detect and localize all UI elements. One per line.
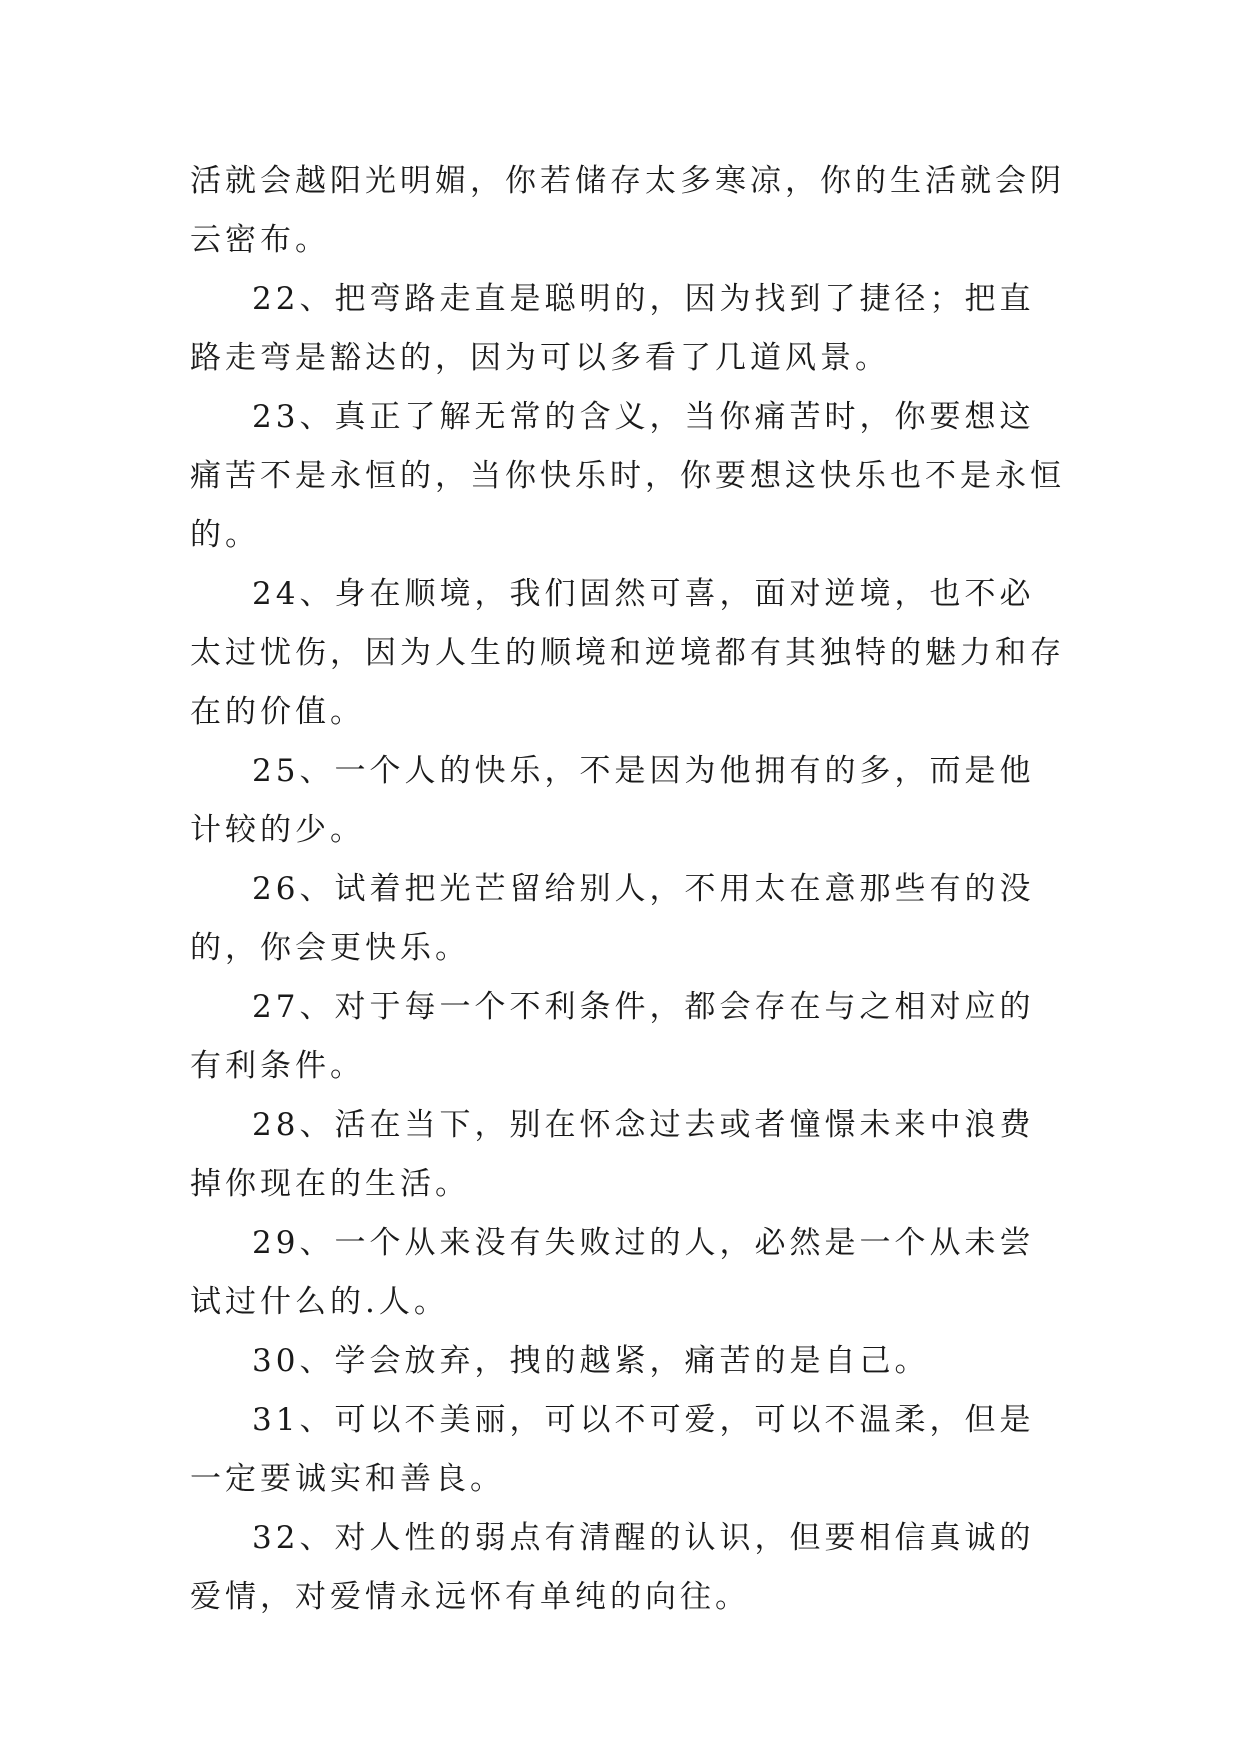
paragraph-29: 29、一个从来没有失败过的人，必然是一个从未尝试过什么的.人。 xyxy=(190,1225,1035,1320)
paragraph-32: 32、对人性的弱点有清醒的认识，但要相信真诚的爱情，对爱情永远怀有单纯的向往。 xyxy=(190,1520,1035,1615)
paragraph-22: 22、把弯路走直是聪明的，因为找到了捷径；把直路走弯是豁达的，因为可以多看了几道风景。 xyxy=(190,281,1035,376)
document-body xyxy=(190,152,1065,1627)
paragraph-30: 30、学会放弃，拽的越紧，痛苦的是自己。 xyxy=(252,1343,930,1379)
paragraph-31: 31、可以不美丽，可以不可爱，可以不温柔，但是一定要诚实和善良。 xyxy=(190,1402,1035,1497)
paragraph-28: 28、活在当下，别在怀念过去或者憧憬未来中浪费掉你现在的生活。 xyxy=(190,1107,1035,1202)
paragraph-26: 26、试着把光芒留给别人，不用太在意那些有的没的，你会更快乐。 xyxy=(190,871,1035,966)
paragraph-27: 27、对于每一个不利条件，都会存在与之相对应的有利条件。 xyxy=(190,989,1035,1084)
paragraph-23: 23、真正了解无常的含义，当你痛苦时，你要想这痛苦不是永恒的，当你快乐时，你要想这快乐也不是永恒的。 xyxy=(190,399,1065,553)
paragraph-25: 25、一个人的快乐，不是因为他拥有的多，而是他计较的少。 xyxy=(190,753,1035,848)
paragraph-continuation: 活就会越阳光明媚，你若储存太多寒凉，你的生活就会阴云密布。 xyxy=(190,163,1065,258)
paragraph-24: 24、身在顺境，我们固然可喜，面对逆境，也不必太过忧伤，因为人生的顺境和逆境都有其独特的魅力和存在的价值。 xyxy=(190,576,1065,730)
